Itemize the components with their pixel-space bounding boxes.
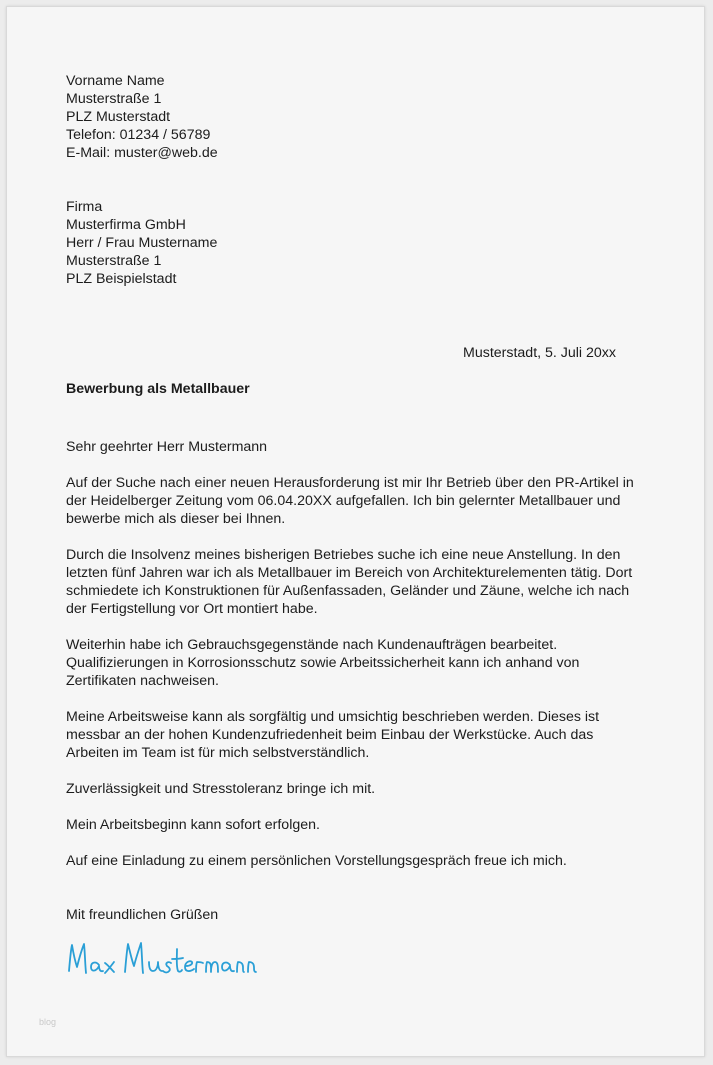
body-paragraph bbox=[66, 636, 579, 690]
recipient-contact: Herr / Frau Mustername bbox=[66, 235, 218, 251]
body-paragraph bbox=[66, 474, 634, 528]
sender-address bbox=[66, 72, 218, 162]
handwritten-signature bbox=[63, 935, 273, 985]
letter-date: Musterstadt, 5. Juli 20xx bbox=[463, 345, 616, 361]
letter-page bbox=[6, 6, 705, 1057]
recipient-company: Musterfirma GmbH bbox=[66, 217, 186, 233]
letter-subject: Bewerbung als Metallbauer bbox=[66, 381, 250, 397]
paragraph-line: bewerbe mich als dieser bei Ihnen. bbox=[66, 511, 286, 527]
sender-phone: Telefon: 01234 / 56789 bbox=[66, 127, 211, 143]
paragraph-line: letzten fünf Jahren war ich als Metallbauer im Bereich von Architekturelementen tätig. Dort bbox=[66, 565, 633, 581]
paragraph-line: Meine Arbeitsweise kann als sorgfältig und umsichtig beschrieben werden. Dieses ist bbox=[66, 709, 600, 725]
paragraph-line: Zuverlässigkeit und Stresstoleranz bringe ich mit. bbox=[66, 781, 376, 797]
paragraph-line: der Fertigstellung vor Ort montiert habe. bbox=[66, 601, 318, 617]
paragraph-line: schmiedete ich Konstruktionen für Außenfassaden, Geländer und Zäune, welche ich nach bbox=[66, 583, 630, 599]
body-paragraph bbox=[66, 816, 320, 834]
recipient-label: Firma bbox=[66, 199, 103, 215]
body-paragraph bbox=[66, 546, 632, 618]
paragraph-line: der Heidelberger Zeitung vom 06.04.20XX aufgefallen. Ich bin gelernter Metallbauer und bbox=[66, 493, 621, 509]
recipient-street: Musterstraße 1 bbox=[66, 253, 162, 269]
recipient-address bbox=[66, 198, 217, 288]
paragraph-line: Auf eine Einladung zu einem persönlichen Vorstellungsgespräch freue ich mich. bbox=[66, 853, 567, 869]
recipient-city: PLZ Beispielstadt bbox=[66, 271, 177, 287]
paragraph-line: Durch die Insolvenz meines bisherigen Betriebes suche ich eine neue Anstellung. In den bbox=[66, 547, 621, 563]
paragraph-line: Zertifikaten nachweisen. bbox=[66, 673, 219, 689]
paragraph-line: Qualifizierungen in Korrosionsschutz sowie Arbeitssicherheit kann ich anhand von bbox=[66, 655, 580, 671]
closing-phrase: Mit freundlichen Grüßen bbox=[66, 907, 219, 923]
sender-email: E-Mail: muster@web.de bbox=[66, 145, 218, 161]
body-paragraph bbox=[66, 708, 599, 762]
body-paragraph bbox=[66, 852, 567, 870]
sender-city: PLZ Musterstadt bbox=[66, 109, 171, 125]
watermark: blog bbox=[39, 1017, 57, 1027]
sender-name: Vorname Name bbox=[66, 73, 165, 89]
paragraph-line: Arbeiten im Team ist für mich selbstverständlich. bbox=[66, 745, 370, 761]
paragraph-line: Mein Arbeitsbeginn kann sofort erfolgen. bbox=[66, 817, 320, 833]
paragraph-line: messbar an der hohen Kundenzufriedenheit beim Einbau der Werkstücke. Auch das bbox=[66, 727, 594, 743]
salutation: Sehr geehrter Herr Mustermann bbox=[66, 439, 268, 455]
paragraph-line: Weiterhin habe ich Gebrauchsgegenstände nach Kundenaufträgen bearbeitet. bbox=[66, 637, 558, 653]
body-paragraph bbox=[66, 780, 375, 798]
sender-street: Musterstraße 1 bbox=[66, 91, 162, 107]
paragraph-line: Auf der Suche nach einer neuen Herausforderung ist mir Ihr Betrieb über den PR-Artikel in bbox=[66, 475, 634, 491]
